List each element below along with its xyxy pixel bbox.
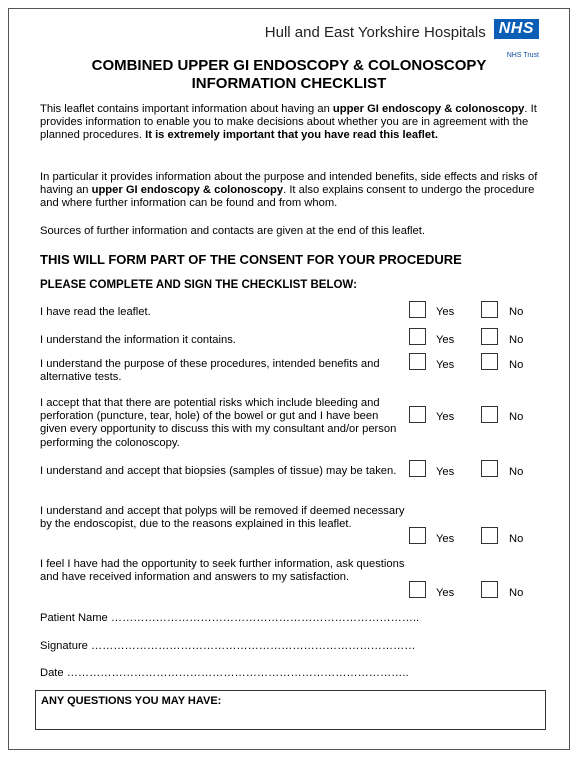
question-4-yes-checkbox[interactable] bbox=[409, 406, 426, 423]
consent-form-page bbox=[8, 8, 570, 750]
no-label: No bbox=[509, 306, 524, 318]
question-5-yes-checkbox[interactable] bbox=[409, 460, 426, 477]
checklist-question-3: I understand the purpose of these procedures, intended benefits and alternative tests. bbox=[40, 358, 380, 384]
page-title bbox=[9, 57, 569, 93]
checklist-question-1: I have read the leaflet. bbox=[40, 306, 151, 318]
no-label: No bbox=[509, 334, 524, 346]
intro-paragraph-1 bbox=[40, 103, 550, 143]
question-1-yes-checkbox[interactable] bbox=[409, 301, 426, 318]
trust-label: NHS Trust bbox=[506, 52, 539, 59]
patient-name-field[interactable]: Patient Name ……………………………………………………………………….. bbox=[40, 612, 420, 624]
signature-field[interactable]: Signature …………………………………………………………………………… bbox=[40, 640, 416, 652]
yes-label: Yes bbox=[436, 533, 455, 545]
question-6-no-checkbox[interactable] bbox=[481, 527, 498, 544]
intro-text: This leaflet contains important information about having an bbox=[40, 103, 333, 115]
no-label: No bbox=[509, 411, 524, 423]
no-label: No bbox=[509, 587, 524, 599]
hospital-header bbox=[264, 19, 539, 59]
questions-box[interactable] bbox=[35, 690, 546, 730]
yes-label: Yes bbox=[436, 466, 455, 478]
yes-label: Yes bbox=[436, 359, 455, 371]
question-3-yes-checkbox[interactable] bbox=[409, 353, 426, 370]
question-4-no-checkbox[interactable] bbox=[481, 406, 498, 423]
question-3-no-checkbox[interactable] bbox=[481, 353, 498, 370]
procedure-name: upper GI endoscopy & colonoscopy bbox=[91, 184, 284, 197]
checklist-heading: PLEASE COMPLETE AND SIGN THE CHECKLIST BELOW: bbox=[40, 279, 357, 291]
question-7-yes-checkbox[interactable] bbox=[409, 581, 426, 598]
intro-text: In particular it provides information about the purpose and intended benefits, side effects and risks of having an bbox=[40, 171, 538, 197]
question-5-no-checkbox[interactable] bbox=[481, 460, 498, 477]
question-2-yes-checkbox[interactable] bbox=[409, 328, 426, 345]
title-line-2: INFORMATION CHECKLIST bbox=[191, 75, 387, 92]
checklist-question-2: I understand the information it contains. bbox=[40, 334, 236, 346]
yes-label: Yes bbox=[436, 306, 455, 318]
consent-heading: THIS WILL FORM PART OF THE CONSENT FOR YOUR PROCEDURE bbox=[40, 252, 462, 267]
title-line-1: COMBINED UPPER GI ENDOSCOPY & COLONOSCOPY bbox=[91, 57, 487, 74]
checklist-question-6: I understand and accept that polyps will be removed if deemed necessary by the endoscopist, due to the reasons explained in this leaflet. bbox=[40, 505, 405, 531]
intro-text: . It also explains consent to undergo the procedure and where further information can be found and from whom. bbox=[40, 184, 535, 210]
date-field[interactable]: Date ……………………………………………………………………………….. bbox=[40, 667, 409, 679]
important-note: It is extremely important that you have read this leaflet. bbox=[145, 129, 438, 142]
intro-paragraph-2 bbox=[40, 171, 550, 211]
checklist-question-5: I understand and accept that biopsies (samples of tissue) may be taken. bbox=[40, 465, 397, 477]
no-label: No bbox=[509, 466, 524, 478]
question-1-no-checkbox[interactable] bbox=[481, 301, 498, 318]
no-label: No bbox=[509, 359, 524, 371]
no-label: No bbox=[509, 533, 524, 545]
checklist-question-4: I accept that that there are potential risks which include bleeding and perforation (puncture, tear, hole) of the bowel or gut and I have been given every opportunity to discuss this with my consultant and/or person performing the colonoscopy. bbox=[40, 397, 397, 449]
question-7-no-checkbox[interactable] bbox=[481, 581, 498, 598]
yes-label: Yes bbox=[436, 334, 455, 346]
intro-paragraph-3: Sources of further information and contacts are given at the end of this leaflet. bbox=[40, 225, 425, 237]
yes-label: Yes bbox=[436, 411, 455, 423]
procedure-name: upper GI endoscopy & colonoscopy bbox=[332, 103, 525, 115]
question-6-yes-checkbox[interactable] bbox=[409, 527, 426, 544]
question-2-no-checkbox[interactable] bbox=[481, 328, 498, 345]
hospital-name: Hull and East Yorkshire Hospitals bbox=[264, 24, 486, 41]
checklist-question-7: I feel I have had the opportunity to seek further information, ask questions and have received information and answers to my satisfaction. bbox=[40, 558, 405, 584]
questions-box-label: ANY QUESTIONS YOU MAY HAVE: bbox=[41, 695, 222, 707]
yes-label: Yes bbox=[436, 587, 455, 599]
nhs-logo: NHS bbox=[494, 19, 539, 39]
intro-text: . It provides information to enable you to make decisions about whether you are in agreement with the planned procedures. bbox=[40, 103, 537, 142]
